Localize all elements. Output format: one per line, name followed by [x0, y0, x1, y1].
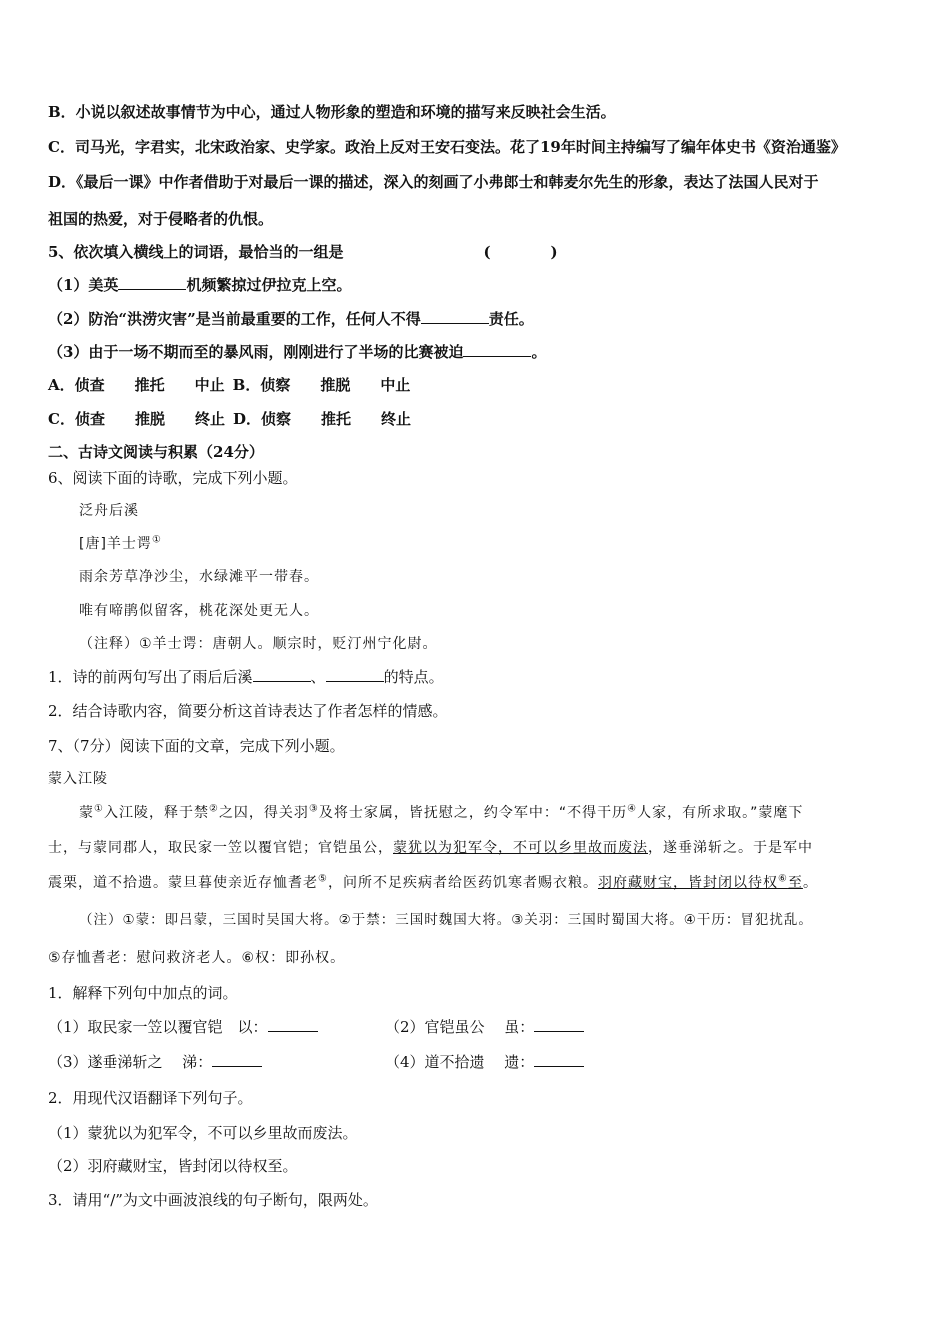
wavy-underlined-sentence: 蒙犹以为犯军令，不可以乡里故而废法	[393, 840, 648, 856]
q7-subquestion-3: 3．请用“/”为文中画波浪线的句子断句，限两处。	[48, 1191, 378, 1209]
q6-question-2: 2．结合诗歌内容，简要分析这首诗表达了作者怎样的情感。	[48, 702, 448, 720]
q5-s2-text-a: （2）防治“洪涝灾害”是当前最重要的工作，任何人不得	[48, 310, 421, 328]
passage-line-1	[79, 803, 803, 823]
q5-stem-text: 5、依次填入横线上的词语，最恰当的一组是	[48, 243, 344, 261]
passage-text: 及将士家属，皆抚慰之，约令军中：“不得干历	[318, 805, 628, 821]
q4-option-d-line1: D．《最后一课》中作者借助于对最后一课的描述，深入的刻画了小弗郎士和韩麦尔先生的形象，表达了法国人民对于	[48, 173, 819, 191]
q5-sentence-1	[48, 275, 351, 295]
q5-stem	[48, 242, 558, 262]
q5-options-ab	[48, 375, 410, 395]
passage-text: 蒙	[79, 805, 94, 821]
passage-note-1: （注）①蒙：即吕蒙，三国时吴国大将。②于禁：三国时魏国大将。③关羽：三国时蜀国大将。④干历：冒犯扰乱。	[79, 912, 813, 928]
passage-text: 之囚，得关羽	[218, 805, 309, 821]
underlined-sentence	[598, 875, 803, 891]
q5-s1-text-b: 机频繁掠过伊拉克上空。	[186, 276, 352, 294]
q5-option-d[interactable]: D．侦察 推托 终止	[232, 410, 411, 428]
q7-subquestion-1: 1．解释下列句中加点的词。	[48, 984, 238, 1002]
word-item-2	[385, 1017, 584, 1037]
note-mark: ⑥	[777, 873, 788, 885]
word-item-4-blank[interactable]	[534, 1052, 584, 1067]
passage-text: 人家，有所求取。”蒙麾下	[637, 805, 804, 821]
section-2-heading: 二、古诗文阅读与积累（24分）	[48, 443, 264, 461]
poem-line-1: 雨余芳草净沙尘，水绿滩平一带春。	[79, 569, 319, 585]
word-item-1	[48, 1017, 318, 1037]
poem-author-text: [唐]羊士谔	[79, 536, 152, 552]
passage-text: 震栗，道不拾遗。蒙旦暮使亲近存恤耆老	[48, 875, 318, 891]
q5-sentence-2	[48, 309, 534, 329]
note-mark: ①	[94, 803, 104, 815]
word-item-1-blank[interactable]	[268, 1017, 318, 1032]
passage-text: ，问所不足疾病者给医药饥寒者赐衣粮。	[327, 875, 598, 891]
note-mark: ④	[627, 803, 638, 815]
word-item-1-text: （1）取民家一笠以覆官铠 以：	[48, 1018, 268, 1036]
q6-q1-blank-2[interactable]	[326, 667, 384, 682]
word-item-3	[48, 1052, 262, 1072]
q4-option-c: C．司马光，字君实，北宋政治家、史学家。政治上反对王安石变法。花了19年时间主持编写了编年体史书《资治通鉴》	[48, 138, 846, 156]
q5-option-b[interactable]: B．侦察 推脱 中止	[232, 376, 411, 394]
q5-s1-text-a: （1）美英	[48, 276, 119, 294]
passage-text: ，遂垂涕斩之。于是军中	[648, 840, 813, 856]
q6-q1-blank-1[interactable]	[253, 667, 311, 682]
passage-title: 蒙入江陵	[48, 771, 108, 787]
q5-s2-text-b: 责任。	[488, 310, 534, 328]
translate-item-2: （2）羽府藏财宝，皆封闭以待权至。	[48, 1157, 298, 1175]
passage-line-2	[48, 838, 813, 858]
poem-note: （注释）①羊士谔：唐朝人。顺宗时，贬汀州宁化尉。	[79, 636, 438, 652]
q5-s3-blank[interactable]	[463, 342, 531, 357]
q5-s3-text-a: （3）由于一场不期而至的暴风雨，刚刚进行了半场的比赛被迫	[48, 343, 464, 361]
poem-author-note-mark: ①	[151, 534, 162, 546]
q6-q1-text-b: 、	[310, 668, 326, 686]
q5-s3-text-b: 。	[531, 343, 547, 361]
q5-answer-paren: ( )	[483, 243, 558, 261]
q6-question-1	[48, 667, 444, 687]
passage-note-2: ⑤存恤耆老：慰问救济老人。⑥权：即孙权。	[48, 950, 346, 966]
q4-option-b: B．小说以叙述故事情节为中心，通过人物形象的塑造和环境的描写来反映社会生活。	[48, 103, 616, 121]
underlined-text: 至	[787, 875, 803, 891]
poem-title: 泛舟后溪	[79, 503, 139, 519]
q6-stem: 6、阅读下面的诗歌，完成下列小题。	[48, 469, 298, 487]
note-mark: ③	[308, 803, 319, 815]
note-mark: ②	[208, 803, 219, 815]
passage-text: 士，与蒙同郡人，取民家一笠以覆官铠；官铠虽公，	[48, 840, 393, 856]
passage-text: 。	[802, 875, 818, 891]
q5-options-cd	[48, 409, 411, 429]
q5-option-c[interactable]: C．侦查 推脱 终止	[48, 410, 225, 428]
poem-author	[79, 534, 162, 554]
word-item-2-text: （2）官铠虽公 虽：	[385, 1018, 535, 1036]
word-item-4	[385, 1052, 584, 1072]
poem-line-2: 唯有啼鹃似留客，桃花深处更无人。	[79, 603, 319, 619]
word-item-2-blank[interactable]	[534, 1017, 584, 1032]
passage-line-3	[48, 873, 818, 893]
q6-q1-text-a: 1．诗的前两句写出了雨后后溪	[48, 668, 253, 686]
word-item-3-text: （3）遂垂涕斩之 涕：	[48, 1053, 213, 1071]
q7-subquestion-2: 2．用现代汉语翻译下列句子。	[48, 1089, 253, 1107]
translate-item-1: （1）蒙犹以为犯军令，不可以乡里故而废法。	[48, 1124, 358, 1142]
passage-text: 入江陵，释于禁	[103, 805, 209, 821]
word-item-3-blank[interactable]	[212, 1052, 262, 1067]
q4-option-d-line2: 祖国的热爱，对于侵略者的仇恨。	[48, 210, 274, 228]
q7-stem: 7、（7分）阅读下面的文章，完成下列小题。	[48, 737, 345, 755]
note-mark: ⑤	[318, 873, 328, 885]
q5-s2-blank[interactable]	[421, 309, 489, 324]
underlined-text: 羽府藏财宝，皆封闭以待权	[597, 875, 778, 891]
q5-option-a[interactable]: A．侦查 推托 中止	[48, 376, 225, 394]
word-item-4-text: （4）道不拾遗 遗：	[385, 1053, 535, 1071]
q6-q1-text-c: 的特点。	[383, 668, 444, 686]
q5-s1-blank[interactable]	[118, 275, 186, 290]
q5-sentence-3	[48, 342, 546, 362]
